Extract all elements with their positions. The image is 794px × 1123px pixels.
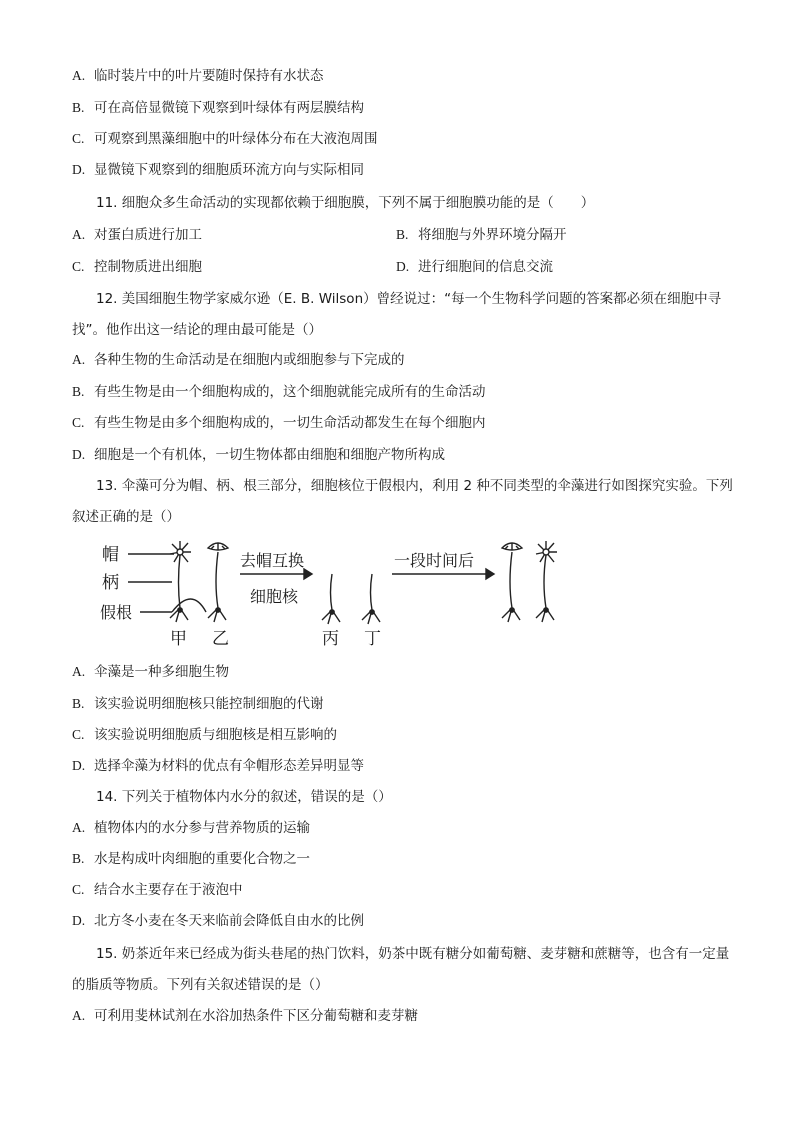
result-alga-star xyxy=(536,541,557,622)
option-text: 伞藻是一种多细胞生物 xyxy=(94,664,229,680)
option-label: B. xyxy=(72,696,85,711)
option-label: A. xyxy=(72,1008,86,1023)
q15-option-a xyxy=(72,1006,418,1026)
option-label: D. xyxy=(72,913,86,928)
label-stalk: 柄 xyxy=(102,573,119,593)
option-label: D. xyxy=(72,758,86,773)
q14-stem: 14. 下列关于植物体内水分的叙述，错误的是（） xyxy=(96,789,392,805)
q14-option-c xyxy=(72,880,243,900)
option-text: 显微镜下观察到的细胞质环流方向与实际相同 xyxy=(94,162,364,178)
label-rhizoid: 假根 xyxy=(100,603,133,622)
q11-option-d xyxy=(396,257,553,277)
q14-option-b xyxy=(72,849,310,869)
q14-option-a xyxy=(72,818,310,838)
option-label: A. xyxy=(72,227,86,242)
q13-option-c xyxy=(72,725,337,745)
option-label: B. xyxy=(396,227,409,242)
option-text: 有些生物是由一个细胞构成的，这个细胞就能完成所有的生命活动 xyxy=(94,384,486,400)
q12-stem-line2: 找”。他作出这一结论的理由最可能是（） xyxy=(72,322,322,338)
q11-option-a xyxy=(72,225,202,245)
q12-option-b xyxy=(72,382,486,402)
option-text: 北方冬小麦在冬天来临前会降低自由水的比例 xyxy=(94,913,364,929)
option-label: C. xyxy=(72,727,85,742)
option-label: A. xyxy=(72,68,86,83)
q15-stem-line2: 的脂质等物质。下列有关叙述错误的是（） xyxy=(72,977,329,993)
result-alga-umbrella xyxy=(502,543,522,622)
option-label: C. xyxy=(72,131,85,146)
option-label: D. xyxy=(72,162,86,177)
q11-stem: 11. 细胞众多生命活动的实现都依赖于细胞膜，下列不属于细胞膜功能的是（ ） xyxy=(96,195,595,211)
option-label: C. xyxy=(72,415,85,430)
arrow-1-label-top: 去帽互换 xyxy=(240,551,305,570)
q13-stem-line2: 叙述正确的是（） xyxy=(72,509,180,525)
q14-option-d xyxy=(72,911,364,931)
option-text: 选择伞藻为材料的优点有伞帽形态差异明显等 xyxy=(94,758,364,774)
option-label: C. xyxy=(72,259,85,274)
acetabularia-diagram xyxy=(100,538,560,650)
option-text: 该实验说明细胞核只能控制细胞的代谢 xyxy=(94,696,324,712)
q13-option-d xyxy=(72,756,364,776)
q13-option-a xyxy=(72,662,229,682)
option-text: 可观察到黑藻细胞中的叶绿体分布在大液泡周围 xyxy=(94,131,378,147)
q10-option-c xyxy=(72,129,378,149)
q11-option-c xyxy=(72,257,202,277)
option-text: 进行细胞间的信息交流 xyxy=(418,259,553,275)
q11-option-b xyxy=(396,225,567,245)
alga-bing xyxy=(322,574,340,624)
option-label: B. xyxy=(72,851,85,866)
option-label: D. xyxy=(396,259,410,274)
option-text: 临时装片中的叶片要随时保持有水状态 xyxy=(94,68,324,84)
label-ding: 丁 xyxy=(364,629,381,649)
q12-option-a xyxy=(72,350,405,370)
label-yi: 乙 xyxy=(212,629,229,649)
option-text: 各种生物的生命活动是在细胞内或细胞参与下完成的 xyxy=(94,352,405,368)
arrow-1-label-bottom: 细胞核 xyxy=(250,587,299,606)
option-label: D. xyxy=(72,447,86,462)
label-cap: 帽 xyxy=(102,545,119,565)
q13-stem-line1: 13. 伞藻可分为帽、柄、根三部分，细胞核位于假根内，利用 2 种不同类型的伞藻进行如图探究实验。下列 xyxy=(96,478,733,494)
q13-option-b xyxy=(72,694,324,714)
option-label: B. xyxy=(72,100,85,115)
option-text: 可在高倍显微镜下观察到叶绿体有两层膜结构 xyxy=(94,100,364,116)
option-text: 植物体内的水分参与营养物质的运输 xyxy=(94,820,310,836)
option-label: B. xyxy=(72,384,85,399)
alga-yi xyxy=(208,543,228,622)
label-bing: 丙 xyxy=(322,629,339,649)
acetabularia-experiment-figure xyxy=(100,538,560,650)
option-label: C. xyxy=(72,882,85,897)
option-text: 可利用斐林试剂在水浴加热条件下区分葡萄糖和麦芽糖 xyxy=(94,1008,418,1024)
option-text: 控制物质进出细胞 xyxy=(94,259,202,275)
option-text: 细胞是一个有机体，一切生物体都由细胞和细胞产物所构成 xyxy=(94,447,445,463)
option-text: 该实验说明细胞质与细胞核是相互影响的 xyxy=(94,727,337,743)
arrow-2-head xyxy=(486,569,494,579)
q10-option-a xyxy=(72,66,324,86)
q10-option-b xyxy=(72,98,364,118)
alga-ding xyxy=(362,574,380,624)
arrow-1-head xyxy=(304,569,312,579)
q12-stem-line1: 12. 美国细胞生物学家威尔逊（E. B. Wilson）曾经说过：“每一个生物科学问题的答案都必须在细胞中寻 xyxy=(96,291,722,307)
option-text: 对蛋白质进行加工 xyxy=(94,227,202,243)
q15-stem-line1: 15. 奶茶近年来已经成为街头巷尾的热门饮料，奶茶中既有糖分如葡萄糖、麦芽糖和蔗糖等，也含有一定量 xyxy=(96,946,730,962)
option-text: 有些生物是由多个细胞构成的，一切生命活动都发生在每个细胞内 xyxy=(94,415,486,431)
q12-option-c xyxy=(72,413,486,433)
option-text: 水是构成叶肉细胞的重要化合物之一 xyxy=(94,851,310,867)
q10-option-d xyxy=(72,160,364,180)
option-label: A. xyxy=(72,352,86,367)
option-text: 将细胞与外界环境分隔开 xyxy=(418,227,567,243)
option-text: 结合水主要存在于液泡中 xyxy=(94,882,243,898)
option-label: A. xyxy=(72,664,86,679)
q12-option-d xyxy=(72,445,445,465)
label-jia: 甲 xyxy=(170,629,187,649)
option-label: A. xyxy=(72,820,86,835)
arrow-2-label: 一段时间后 xyxy=(394,551,475,570)
